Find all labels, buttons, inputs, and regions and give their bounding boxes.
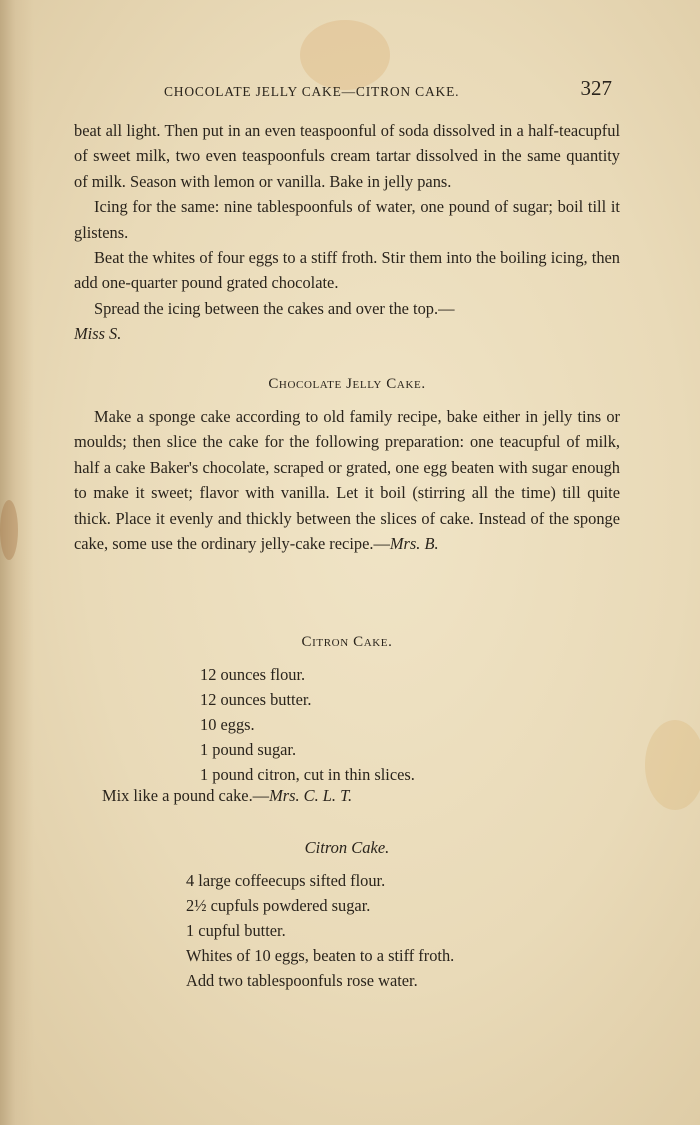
recipe-text: Make a sponge cake according to old family recipe, bake either in jelly tins or moulds; then slice the cake for the following preparation: one teacupful of milk, half a cake Baker's chocolate, scraped or grated, one egg beaten with sugar enough to make it sweet; flavor with vanilla. Let it boil (stirring all the time) till quite thick. Place it evenly and thickly between the slices of cake. Instead of the sponge cake, some use the ordinary jelly-cake recipe.—: [74, 407, 620, 554]
ingredient-item: Add two tablespoonfuls rose water.: [186, 971, 418, 990]
ingredient-item: 12 ounces butter.: [200, 690, 312, 709]
ingredient-item: 1 pound sugar.: [200, 740, 297, 759]
page-stain: [645, 720, 700, 810]
section-title: Chocolate Jelly Cake.: [268, 376, 426, 392]
ingredient-item: 4 large coffeecups sifted flour.: [186, 871, 386, 890]
recipe-text: Mix like a pound cake.—: [102, 786, 270, 805]
recipe-text: Spread the icing between the cakes and over the top.—: [94, 298, 455, 318]
signature-line: [74, 321, 620, 346]
ingredient-item: 12 ounces flour.: [200, 665, 306, 684]
ingredient-list: [186, 868, 454, 993]
ingredient-item: 1 pound citron, cut in thin slices.: [200, 765, 415, 784]
section-title: Citron Cake.: [304, 838, 390, 857]
ingredient-item: 2½ cupfuls powdered sugar.: [186, 896, 371, 915]
running-head: CHOCOLATE JELLY CAKE—CITRON CAKE.: [164, 84, 460, 99]
ingredient-list: [200, 662, 415, 787]
page-number: 327: [580, 76, 612, 100]
recipe-paragraph: Beat the whites of four eggs to a stiff froth. Stir them into the boiling icing, then add one-quarter pound grated chocolate.: [74, 248, 620, 293]
ingredient-item: 1 cupful butter.: [186, 921, 286, 940]
ingredient-item: Whites of 10 eggs, beaten to a stiff froth.: [186, 946, 455, 965]
recipe-signature: Miss S.: [74, 324, 122, 344]
recipe-signature: Mrs. B.: [389, 534, 439, 554]
page-header: [160, 78, 620, 108]
recipe-paragraph: [74, 404, 620, 556]
recipe-signature: Mrs. C. L. T.: [269, 786, 353, 805]
recipe-paragraph: [74, 296, 620, 321]
recipe-instruction: [102, 786, 352, 806]
recipe-paragraph: beat all light. Then put in an even teaspoonful of soda dissolved in a half-teacupful of sweet milk, two even teaspoonfuls cream tartar dissolved in the same quantity of milk. Season with lemon or vanilla. Bake in jelly pans.: [74, 121, 620, 191]
section-title: Citron Cake.: [301, 634, 393, 650]
recipe-paragraph: Icing for the same: nine tablespoonfuls of water, one pound of sugar; boil till it glistens.: [74, 197, 620, 242]
ingredient-item: 10 eggs.: [200, 715, 255, 734]
section-continued-recipe: [74, 118, 620, 347]
spine-shadow: [0, 0, 34, 1125]
section-chocolate-jelly-cake: [74, 404, 620, 556]
